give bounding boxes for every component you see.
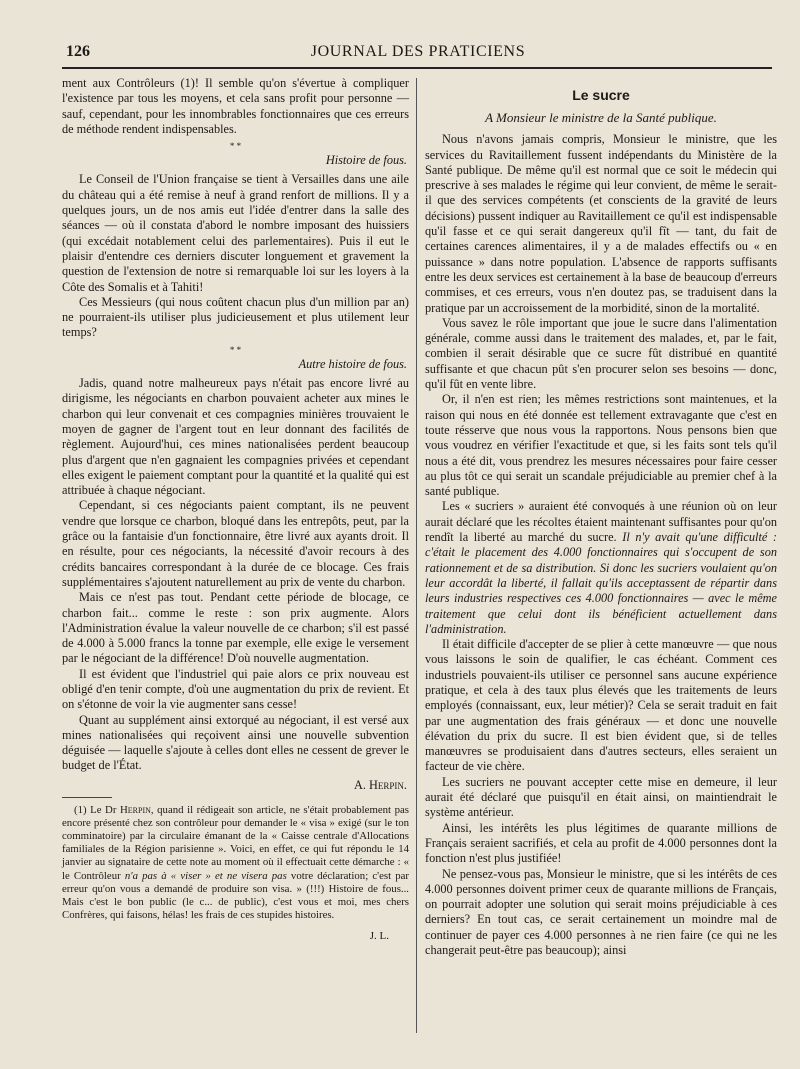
- page-header: [66, 43, 770, 65]
- left-paragraph-4: Jadis, quand notre malheureux pays n'était pas encore livré au dirigisme, les négociants en charbon pouvaient acheter aux mines le charbon qui leur convenait et ces compagnies minières trouvaient le moyen de gagner de l'argent tout en leur donnant des facilités de règlement. Aujourd'hui, ces mines nationalisées perdent beaucoup plus d'argent que n'en gagnaient les compagnies privées et cependant elles exigent le paiement comptant pour la quantité et la qualité qui est attribuée à chaque négociant.: [62, 376, 409, 498]
- right-paragraph-4-italic: Il n'y avait qu'une difficulté : c'était le placement des 4.000 fonctionnaires qui s'occupent de son rationnement et de sa distribution. Si donc les sucriers voulaient qu'on leur accordât la liberté, il fallait qu'ils acceptassent de répartir dans leurs industries respectives ces 4.000 fonctionnaires — avec le même traitement que celui dont ils bénéficient actuellement dans l'administration.: [425, 530, 777, 636]
- right-paragraph-2: Vous savez le rôle important que joue le sucre dans l'alimentation générale, comme aussi dans le traitement des malades, et, par le fait, combien il serait désirable que ce sucre fût distribué en quantité suffisante et que chacun pût s'en procurer selon ses besoins — donc, qu'il fût en vente libre.: [425, 315, 777, 392]
- right-paragraph-3: Or, il n'en est rien; les mêmes restrictions sont maintenues, et la raison qui nous en été donnée est tellement extravagante que c'est en toute résserve que nous vous la rapportons. Nous pensons bien que vous voudrez en vérifier l'exactitude et que, si les faits sont tels qu'il nous a été dit, vous prendrez les mesures nécessaires pour faire cesser au plus tôt ce qui serait un scandale préjudiciable au premier chef à la santé publique.: [425, 392, 777, 499]
- left-paragraph-2: Le Conseil de l'Union française se tient à Versailles dans une aile du château qui a été remise à neuf à grand renfort de millions. Il y a quelques jours, un de nos amis eut l'idée d'entrer dans la salle des séances — où il constata d'abord le nombre imposant des huissiers (qui excédait notablement celui des parlementaires). Puis il eut le plaisir d'entendre ces derniers discuter longuement et gravement la question de l'extension de notre si remarquable loi sur les loyers à la Côte des Somalis et à Tahiti!: [62, 172, 409, 294]
- left-column: [62, 76, 409, 943]
- article-addressee: A Monsieur le ministre de la Santé publique.: [485, 110, 717, 125]
- right-paragraph-4: [425, 499, 777, 637]
- right-paragraph-7: Ainsi, les intérêts les plus légitimes de quarante millions de Français seraient sacrifiés, et cela au profit de 4.000 personnes dont la fonction n'est plus justifiée!: [425, 820, 777, 866]
- right-column: [425, 76, 777, 958]
- footnote-quote-italic: n'a pas à « viser » et ne visera pas: [124, 869, 287, 882]
- right-paragraph-6: Les sucriers ne pouvant accepter cette mise en demeure, il leur aurait été déclaré que puisqu'il en était ainsi, on maintiendrait le système antérieur.: [425, 774, 777, 820]
- header-rule: [62, 67, 772, 69]
- right-paragraph-4-roman: Les « sucriers » auraient été convoqués à une réunion où on leur aurait déclaré que les récoltes étaient maintenant suffisantes pour qu'on rendît la liberté au marché du sucre.: [425, 499, 777, 545]
- author-signature: A. Herpin.: [354, 777, 407, 792]
- right-paragraph-8: Ne pensez-vous pas, Monsieur le ministre, que si les intérêts de ces 4.000 personnes doivent primer ceux de quarante millions de Français, on pourrait adopter une solution qui serait moins préjudiciable à ces derniers? En tout cas, ce serait certainement un moindre mal de continuer de payer ces 4.000 personnes à ne rien faire (ce qui ne les changerait peut-être pas beaucoup); ainsi: [425, 866, 777, 958]
- left-paragraph-1: ment aux Contrôleurs (1)! Il semble qu'on s'évertue à compliquer l'existence par tous les moyens, et cela sans profit pour personne — sauf, cependant, pour les innombrables fonctionnaires que ces erreurs de méthode rendent indispensables.: [62, 76, 409, 136]
- column-divider: [416, 78, 417, 1033]
- section-separator-1: * *: [229, 141, 242, 152]
- section-separator-2: * *: [229, 344, 242, 355]
- left-paragraph-5: Cependant, si ces négociants paient comptant, ils ne peuvent vendre que lorsque ce charbon, bloqué dans les entrepôts, peut, par la grâce ou la fantaisie d'un fonctionnaire, être livré aux ayants droit. Il en résulte, pour ces négociants, la nécessité d'avoir recours à des crédits bancaires correspondant à la durée de ce blocage. Ces frais supplémentaires s'ajoutent naturellement au prix de vente du charbon.: [62, 498, 409, 589]
- subheading-histoire-de-fous: Histoire de fous.: [325, 153, 407, 168]
- left-paragraph-7: Il est évident que l'industriel qui paie alors ce prix nouveau est obligé d'en tenir compte, d'où une augmentation du prix de revient. Et on s'étonne de voir la vie augmenter sans cesse!: [62, 666, 409, 712]
- page-number: 126: [66, 43, 90, 60]
- footnote-text-part-3: votre déclaration; c'est par erreur qu'on vous a demandé de produire son visa. » (!!!) Histoire de fous... Mais c'est le bon public (le c... de public), c'est vous et moi, mes chers Confrères, qui faisons, hélas! les frais de ces stupides histoires.: [62, 869, 410, 921]
- footnote-text-part-2: , quand il rédigeait son article, ne s'était probablement pas encore présenté chez son contrôleur pour demander le « visa » exigé (sur le ton comminatoire) par la circulaire émanant de la « Caisse centrale d'Allocations familiales de la Région parisienne ». Voici, en effet, ce qui fut répondu le 14 janvier au signataire de cette note au moment où il effectuait cette démarche : « le Contrôleur: [62, 804, 409, 882]
- footnote-text: [62, 804, 409, 922]
- right-paragraph-1: Nous n'avons jamais compris, Monsieur le ministre, que les services du Ravitaillement fussent indépendants du Ministère de la Santé publique. De même qu'il est normal que ce soit le médecin qui prescrive à ses malades le régime qui leur convient, de même le serait-il que des services compétents (et conscients de la gravité de leurs décisions) pussent indiquer au Ravitaillement ce qu'il est indispensable qu'il fasse et ce qui serait dangereux qu'il fît — tant, du fait de certaines carences alimentaires, il y a de malades effectifs ou « en puissance » dans notre population. L'absence de rapports suffisants entre les deux services est certainement à la base de beaucoup d'erreurs commises, et ces erreurs, vous n'en doutez pas, se traduisent dans la pratique par un accroissement de la morbidité, sinon de la mortalité.: [425, 132, 777, 315]
- journal-title: JOURNAL DES PRATICIENS: [310, 43, 526, 60]
- footnote-author-name: Herpin: [120, 804, 151, 817]
- right-paragraph-5: Il était difficile d'accepter de se plier à cette manœuvre — que nous vous laissons le soin de qualifier, le cas échéant. Comment ces industriels pouvaient-ils utiliser ce personnel sans aucune expérience pratique, et cela à des taux plus élevés que les traitements de leurs employés (connaissant, eux, leur métier)? Cela se serait traduit en fait par une augmentation des frais généraux — et donc une nouvelle élévation du prix du sucre. Il est bien évident que, si de telles manœuvres se produisaient dans d'autres secteurs, elles seraient un facteur de vie chère.: [425, 637, 777, 774]
- left-paragraph-3: Ces Messieurs (qui nous coûtent chacun plus d'un million par an) ne pourraient-ils utiliser plus judicieusement et plus utilement leur temps?: [62, 294, 409, 340]
- footnote-signature: J. L.: [369, 929, 389, 942]
- article-title: Le sucre: [572, 87, 630, 103]
- left-paragraph-8: Quant au supplément ainsi extorqué au négociant, il est versé aux mines nationalisées qui reçoivent ainsi une nouvelle subvention déguisée — laquelle s'ajoute à celles dont elles ne cessent de grever le budget de l'État.: [62, 712, 409, 773]
- footnote-rule: [62, 797, 112, 798]
- left-paragraph-6: Mais ce n'est pas tout. Pendant cette période de blocage, ce charbon fait... comme le reste : son prix augmente. Alors l'Administration évalue la valeur nouvelle de ce charbon; s'il est passé de 4.000 à 5.000 francs la tonne par exemple, elle exige le versement par le négociant de la différence! D'où nouvelle augmentation.: [62, 590, 409, 666]
- footnote: [62, 804, 409, 943]
- subheading-autre-histoire-de-fous: Autre histoire de fous.: [298, 356, 407, 371]
- footnote-text-part-1: (1) Le Dr: [74, 804, 120, 817]
